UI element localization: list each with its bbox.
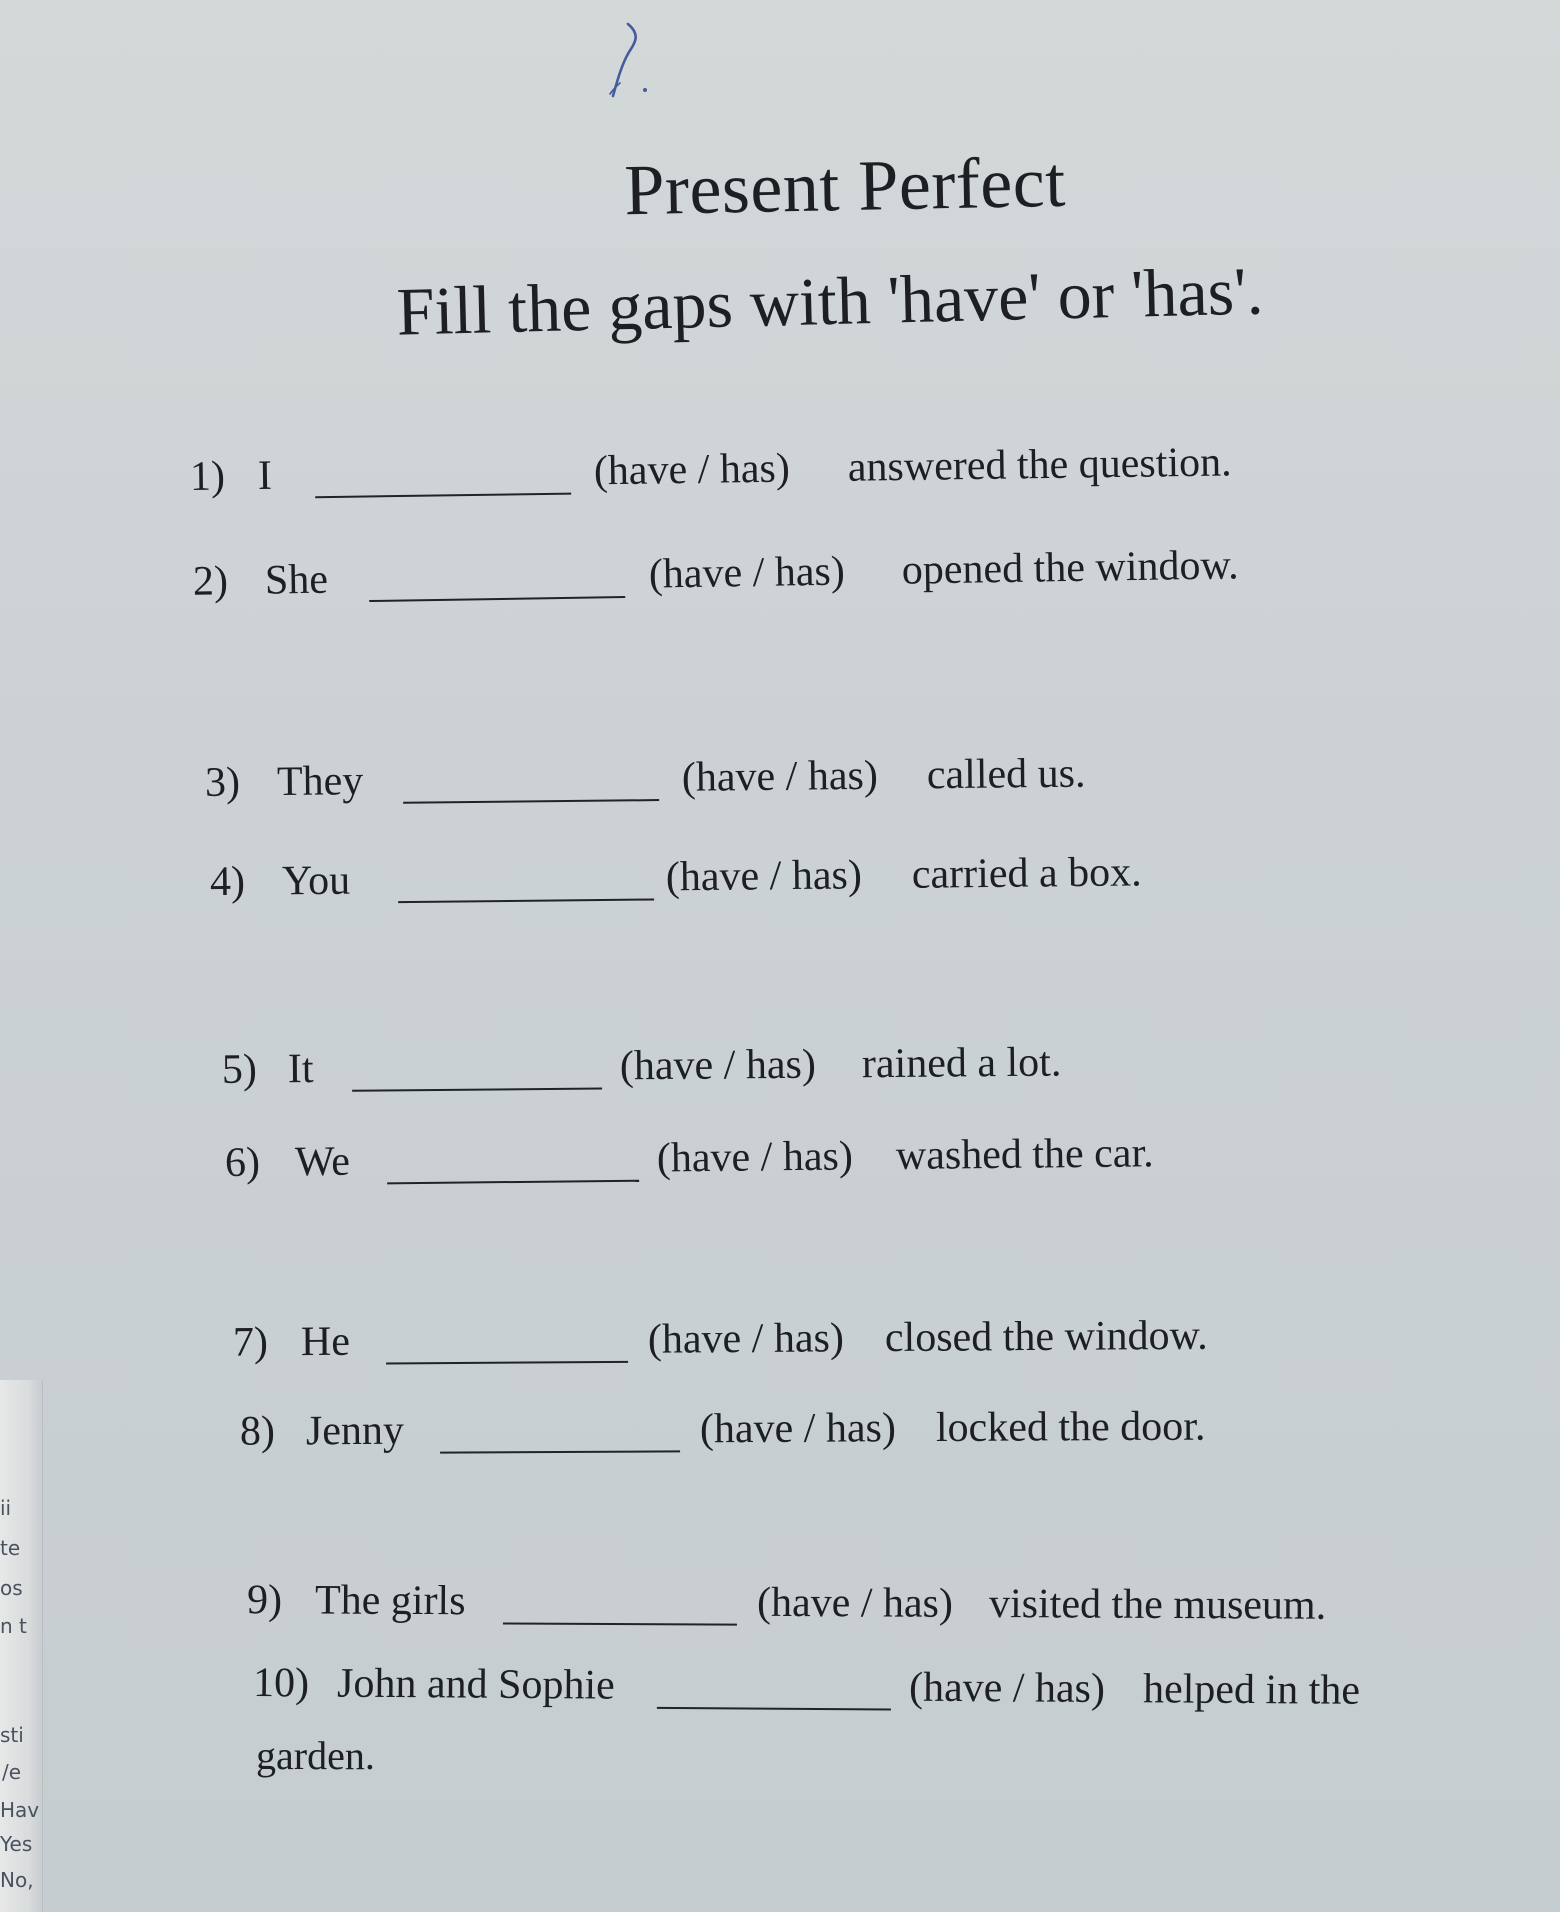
choice-hint: (have / has) (699, 1405, 896, 1453)
item-number: 7) (232, 1319, 269, 1366)
sentence-ending: locked the door. (935, 1403, 1206, 1452)
item-subject: Jenny (305, 1407, 405, 1455)
edge-text-6: /e (2, 1760, 22, 1784)
answer-blank[interactable] (352, 1088, 602, 1092)
item-number: 5) (221, 1046, 258, 1093)
sentence-ending: visited the museum. (988, 1581, 1327, 1629)
edge-text-9: No, (0, 1868, 34, 1892)
choice-hint: (have / has) (647, 1315, 845, 1363)
exercise-item-5 (222, 1041, 1102, 1109)
answer-blank[interactable] (315, 493, 571, 499)
exercise-item-2 (193, 543, 1314, 621)
choice-hint: (have / has) (619, 1041, 817, 1090)
exercise-item-6 (225, 1132, 1186, 1202)
answer-blank[interactable] (386, 1361, 628, 1365)
answer-blank[interactable] (403, 799, 659, 804)
item-subject: She (264, 556, 329, 604)
choice-hint: (have / has) (756, 1579, 954, 1627)
sentence-ending: helped in the (1142, 1666, 1361, 1714)
sentence-ending: closed the window. (884, 1312, 1208, 1362)
edge-text-2: te (0, 1536, 21, 1560)
choice-hint: (have / has) (681, 752, 879, 801)
exercise-item-4 (210, 851, 1191, 921)
edge-text-7: Hav (0, 1798, 40, 1822)
exercise-item-7 (233, 1314, 1263, 1381)
item-number: 1) (189, 453, 226, 500)
choice-hint: (have / has) (648, 548, 846, 598)
choice-hint: (have / has) (908, 1664, 1106, 1713)
sentence-ending: rained a lot. (861, 1039, 1062, 1088)
exercise-item-9 (247, 1579, 1347, 1645)
item-subject: It (287, 1046, 314, 1093)
item-subject: I (257, 452, 273, 500)
answer-blank[interactable] (657, 1707, 891, 1711)
item-number: 8) (239, 1408, 276, 1455)
answer-blank[interactable] (369, 596, 625, 602)
item-subject: John and Sophie (336, 1660, 615, 1709)
item-number: 4) (209, 858, 246, 906)
item-subject: We (294, 1138, 351, 1186)
choice-hint: (have / has) (656, 1133, 854, 1182)
worksheet-instruction: Fill the gaps with 'have' or 'has'. (395, 252, 1265, 350)
item-number: 10) (252, 1660, 310, 1707)
item-subject: He (300, 1318, 351, 1366)
answer-blank[interactable] (440, 1450, 680, 1453)
edge-text-4: n t (0, 1614, 27, 1638)
answer-blank[interactable] (387, 1180, 639, 1185)
exercise-item-3 (205, 752, 1126, 822)
item-subject: You (281, 857, 351, 905)
item-subject: They (276, 758, 364, 806)
choice-hint: (have / has) (593, 445, 791, 495)
edge-text-8: Yes (0, 1832, 33, 1856)
item-number: 9) (246, 1577, 283, 1624)
item-number: 3) (204, 759, 241, 806)
item-subject: The girls (314, 1577, 466, 1625)
sentence-ending: carried a box. (911, 849, 1142, 898)
item-number: 2) (192, 558, 229, 605)
sentence-ending: washed the car. (895, 1130, 1154, 1179)
answer-blank[interactable] (503, 1622, 737, 1625)
edge-text-1: ii (0, 1496, 12, 1520)
sentence-ending: opened the window. (901, 542, 1239, 594)
sentence-continuation: garden. (256, 1733, 375, 1778)
item-number: 6) (224, 1139, 261, 1187)
answer-blank[interactable] (398, 898, 654, 903)
sentence-ending: called us. (926, 750, 1086, 799)
exercise-item-10 (253, 1662, 1383, 1730)
exercise-item-1 (190, 440, 1331, 516)
worksheet-title: Present Perfect (623, 141, 1067, 231)
edge-text-3: os (0, 1576, 23, 1600)
choice-hint: (have / has) (665, 852, 863, 901)
edge-text-5: sti (0, 1723, 24, 1747)
exercise-item-8 (240, 1405, 1260, 1470)
sentence-ending: answered the question. (847, 439, 1232, 491)
handwritten-page-mark (600, 20, 660, 110)
